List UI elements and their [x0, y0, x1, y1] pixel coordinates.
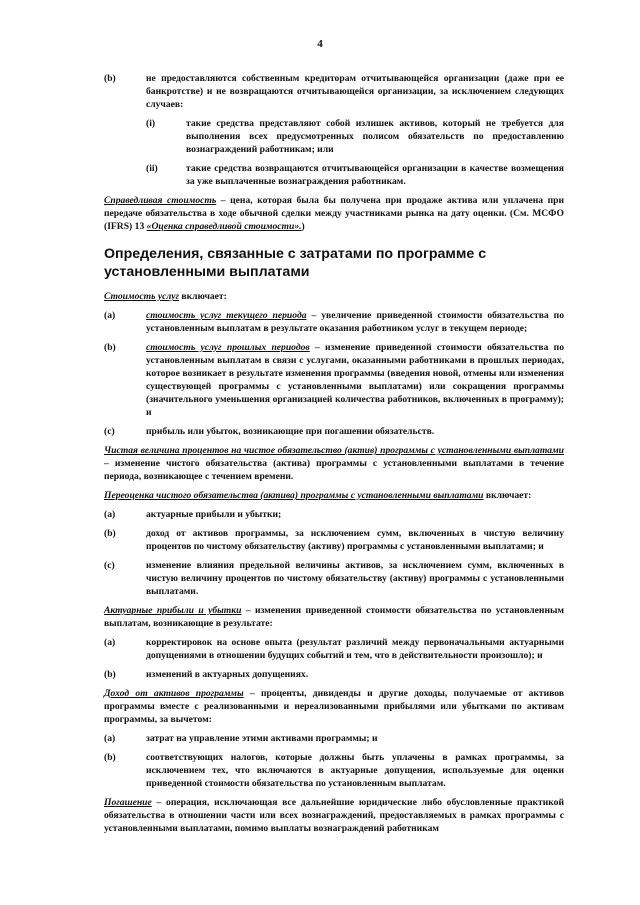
defined-term: Погашение: [104, 797, 152, 808]
item-text: [146, 309, 564, 335]
item-text: такие средства представляют собой излишек активов, который не требуется для выполнения всех предусмотренных полисом обязательств по предоставлению вознаграждений работникам; или: [186, 118, 564, 155]
item-label: (a): [104, 733, 116, 744]
item-text: корректировок на основе опыта (результат различий между первоначальными актуарными допущениями в отношении будущих событий и тем, что в действительности произошло); и: [146, 637, 564, 661]
item-text: такие средства возвращаются отчитывающейся организации в качестве возмещения за уже выплаченные вознаграждения работникам.: [186, 163, 564, 187]
defined-term: Чистая величина процентов на чистое обязательство (актив) программы с установленными выплатами: [104, 445, 564, 456]
item-text: актуарные прибыли и убытки;: [146, 509, 282, 520]
definition-text: – изменение приведенной стоимости обязательства по установленным выплатам в связи с услугами, оказанными работниками в прошлых периодах, которое возникает в результате изменения программы (введения новой, отмены или изменения существующей программы с установленными выплатами) или сокращения программы (значительного уменьшения организацией количества работников, включенных в программу); и: [146, 342, 565, 418]
list-item: [104, 751, 564, 790]
list-item: [104, 527, 564, 553]
return-on-assets-definition: [104, 687, 564, 726]
item-label: (a): [104, 637, 116, 648]
item-label: (b): [104, 752, 116, 763]
list-item: [104, 425, 564, 438]
item-label: (a): [104, 310, 116, 321]
closing-paren: ): [301, 221, 305, 232]
defined-term: Справедливая стоимость: [104, 195, 217, 206]
item-text: прибыль или убыток, возникающие при погашении обязательств.: [146, 426, 435, 437]
item-label: (i): [146, 118, 156, 129]
list-item: [104, 732, 564, 745]
net-interest-definition: [104, 444, 564, 483]
list-item: [104, 636, 564, 662]
item-text: затрат на управление этими активами программы; и: [146, 733, 378, 744]
definition-text: – изменения приведенной стоимости обязательства по установленным выплатам, возникающие в результате:: [104, 605, 564, 629]
list-item: [104, 668, 564, 681]
defined-term: Актуарные прибыли и убытки: [104, 605, 242, 616]
item-label: (b): [104, 73, 116, 84]
item-label: (b): [104, 528, 116, 539]
definition-text: – изменение чистого обязательства (актива) программы с установленными выплатами в течение периода, возникающее с течением времени.: [104, 458, 564, 482]
defined-term: стоимость услуг прошлых периодов: [146, 342, 310, 353]
item-text: соответствующих налогов, которые должны быть уплачены в рамках программы, за исключением тех, что включаются в актуарные допущения, используемые для оценки приведенной стоимости обязательства по установленным выплатам.: [146, 752, 564, 789]
defined-term: Доход от активов программы: [104, 688, 244, 699]
defined-term: Переоценка чистого обязательства (актива) программы с установленными выплатами: [104, 490, 484, 501]
remeasurements-definition: [104, 489, 564, 502]
settlement-definition: [104, 796, 564, 835]
item-label: (b): [104, 669, 116, 680]
defined-term: Стоимость услуг: [104, 291, 179, 302]
item-label: (ii): [146, 163, 158, 174]
item-text: изменений в актуарных допущениях.: [146, 669, 309, 680]
fair-value-definition: [104, 194, 564, 233]
page-content: [104, 72, 564, 841]
definition-text: – увеличение приведенной стоимости обязательства по установленным выплатам в результате оказания работником услуг в текущем периоде;: [146, 310, 564, 334]
item-text: изменение влияния предельной величины активов, за исключением сумм, включенных в чистую величину процентов по чистому обязательству (активу) программы с установленными выплатами.: [146, 560, 564, 597]
page-number: 4: [317, 38, 323, 50]
sub-list-item: [146, 117, 564, 156]
section-heading: Определения, связанные с затратами по программе с установленными выплатами: [104, 246, 487, 280]
item-text: не предоставляются собственным кредиторам отчитывающейся организации (даже при ее банкротстве) и не возвращаются отчитывающейся организации, за исключением следующих случаев:: [146, 73, 564, 110]
definition-text: – цена, которая была бы получена при продаже актива или уплачена при передаче обязательства в ходе обычной сделки между участниками рынка на дату оценки. (См. МСФО (IFRS) 13: [104, 195, 564, 232]
definition-text: включает:: [179, 291, 227, 302]
actuarial-definition: [104, 604, 564, 630]
item-label: (b): [104, 342, 116, 353]
item-text: доход от активов программы, за исключением сумм, включенных в чистую величину процентов по чистому обязательству (активу) программы с установленными выплатами; и: [146, 528, 564, 552]
definition-text: включает:: [483, 490, 532, 501]
list-item: [104, 72, 564, 111]
list-item: [104, 309, 564, 335]
service-cost-definition: [104, 290, 564, 303]
sub-list-item: [146, 162, 564, 188]
defined-term: стоимость услуг текущего периода: [146, 310, 307, 321]
item-text: [146, 341, 564, 419]
item-label: (a): [104, 509, 116, 520]
definition-text: – операция, исключающая все дальнейшие юридические либо обусловленные практикой обязательства в отношении части или всех вознаграждений, предоставляемых в рамках программы с установленными выплатами, помимо выплаты вознаграждений работникам: [104, 797, 564, 834]
standard-reference: «Оценка справедливой стоимости».: [146, 221, 302, 232]
list-item: [104, 559, 564, 598]
definition-text: – проценты, дивиденды и другие доходы, получаемые от активов программы вместе с реализованными и нереализованными прибылями или убытками по активам программы, за вычетом:: [104, 688, 565, 725]
item-label: (c): [104, 426, 115, 437]
list-item: [104, 341, 564, 419]
item-label: (c): [104, 560, 115, 571]
list-item: [104, 508, 564, 521]
